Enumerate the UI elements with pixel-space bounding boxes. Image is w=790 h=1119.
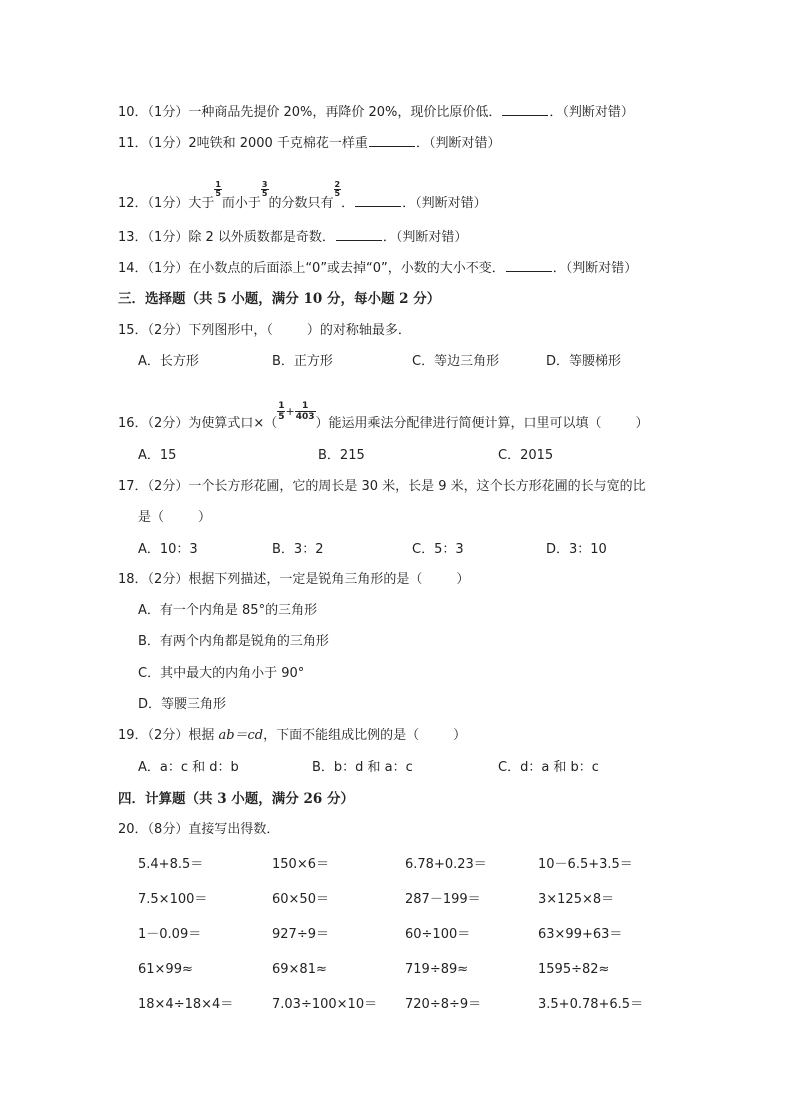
calc-item: 6.78+0.23＝ bbox=[405, 857, 487, 872]
question-text: 是（ bbox=[138, 510, 165, 525]
question-text: ，下面不能组成比例的是（ bbox=[263, 728, 420, 743]
option-c[interactable]: C．2015 bbox=[498, 448, 554, 463]
equation: ab＝cd bbox=[218, 728, 264, 743]
option-b[interactable]: B．正方形 bbox=[272, 354, 333, 369]
option-b[interactable]: B．有两个内角都是锐角的三角形 bbox=[138, 634, 329, 649]
option-a[interactable]: A．10：3 bbox=[138, 542, 198, 557]
question-text: ）能运用乘法分配律进行简便计算，口里可以填（ bbox=[315, 416, 602, 431]
question-14 bbox=[118, 259, 637, 278]
question-17-cont bbox=[138, 509, 211, 527]
fraction bbox=[295, 401, 316, 422]
option-a[interactable]: A．15 bbox=[138, 448, 177, 463]
calc-item: 10－6.5+3.5＝ bbox=[538, 857, 633, 872]
question-text: ） bbox=[198, 510, 212, 525]
numerator: 1 bbox=[215, 180, 221, 189]
question-text: ） bbox=[635, 416, 649, 431]
question-text: 17．（2分）一个长方形花圃，它的周长是 30 米，长是 9 米，这个长方形花圃的长与宽的比 bbox=[118, 479, 646, 494]
calc-item: 720÷8÷9＝ bbox=[405, 997, 482, 1012]
calc-item: 60×50＝ bbox=[272, 892, 329, 907]
answer-blank[interactable] bbox=[355, 194, 401, 207]
question-text: ） bbox=[456, 572, 470, 587]
calc-item: 60÷100＝ bbox=[405, 927, 471, 942]
calc-item: 5.4+8.5＝ bbox=[138, 857, 204, 872]
option-c[interactable]: C．其中最大的内角小于 90° bbox=[138, 666, 305, 681]
option-b[interactable]: B．3：2 bbox=[272, 542, 324, 557]
question-17 bbox=[118, 478, 646, 496]
calc-item: 287－199＝ bbox=[405, 892, 481, 907]
fraction bbox=[214, 181, 222, 198]
calc-item: 7.03÷100×10＝ bbox=[272, 997, 378, 1012]
answer-blank[interactable] bbox=[369, 134, 415, 147]
calc-item: 1595÷82≈ bbox=[538, 962, 610, 977]
question-text: ） bbox=[453, 728, 467, 743]
numerator: 1 bbox=[278, 401, 285, 411]
fraction bbox=[334, 181, 342, 198]
question-text: 12．（1分）大于 bbox=[118, 196, 215, 211]
calc-item: 3.5+0.78+6.5＝ bbox=[538, 997, 644, 1012]
question-text: 15．（2分）下列图形中，（ bbox=[118, 323, 273, 338]
question-text: 11．（1分）2吨铁和 2000 千克棉花一样重 bbox=[118, 136, 368, 151]
plus-sign: + bbox=[285, 405, 295, 418]
answer-blank[interactable] bbox=[502, 103, 548, 116]
section-heading-choice: 三．选择题（共 5 小题，满分 10 分，每小题 2 分） bbox=[118, 291, 441, 307]
question-18 bbox=[118, 571, 469, 589]
numerator: 3 bbox=[261, 180, 268, 189]
question-suffix: ．（判断对错） bbox=[552, 261, 638, 276]
option-c[interactable]: C．d：a 和 b：c bbox=[498, 760, 599, 775]
denominator: 5 bbox=[278, 412, 285, 422]
answer-blank[interactable] bbox=[506, 259, 552, 272]
option-a[interactable]: A．长方形 bbox=[138, 354, 199, 369]
question-text: 的分数只有 bbox=[268, 196, 334, 211]
numerator: 1 bbox=[295, 401, 316, 412]
option-a[interactable]: A．有一个内角是 85°的三角形 bbox=[138, 603, 318, 618]
question-12: 12．（1分）大于 $\frac{1}{5}$ 而小于 $\frac{3}{5}$ 的分数只有 $\frac{2}{5}$ ． ．（判断对错） bbox=[118, 180, 487, 211]
question-10 bbox=[118, 103, 634, 122]
calc-item: 63×99+63＝ bbox=[538, 927, 623, 942]
question-20: 20．（8分）直接写出得数． bbox=[118, 822, 280, 837]
option-d[interactable]: D．等腰三角形 bbox=[138, 697, 227, 712]
question-text: 18．（2分）根据下列描述，一定是锐角三角形的是（ bbox=[118, 572, 423, 587]
question-text: 10．（1分）一种商品先提价 20%，再降价 20%，现价比原价低． bbox=[118, 105, 502, 120]
question-11 bbox=[118, 134, 500, 153]
option-b[interactable]: B．b：d 和 a：c bbox=[312, 760, 413, 775]
question-suffix: ．（判断对错） bbox=[382, 230, 468, 245]
question-13 bbox=[118, 228, 467, 247]
answer-blank[interactable] bbox=[336, 228, 382, 241]
question-suffix: ．（判断对错） bbox=[415, 136, 501, 151]
question-text: 16．（2分）为使算式口×（ bbox=[118, 416, 278, 431]
question-text: 19．（2分）根据 bbox=[118, 728, 219, 743]
option-a[interactable]: A．a：c 和 d：b bbox=[138, 760, 239, 775]
option-d[interactable]: D．3：10 bbox=[546, 542, 607, 557]
calc-item: 1－0.09＝ bbox=[138, 927, 202, 942]
question-15 bbox=[118, 322, 411, 340]
calc-item: 7.5×100＝ bbox=[138, 892, 208, 907]
calc-item: 927÷9＝ bbox=[272, 927, 329, 942]
calc-item: 61×99≈ bbox=[138, 962, 193, 977]
denominator: 403 bbox=[295, 412, 315, 422]
calc-item: 150×6＝ bbox=[272, 857, 329, 872]
question-suffix: ．（判断对错） bbox=[402, 196, 487, 211]
calc-item: 69×81≈ bbox=[272, 962, 327, 977]
denominator: 5 bbox=[334, 189, 341, 198]
question-text: 13．（1分）除 2 以外质数都是奇数． bbox=[118, 230, 335, 245]
option-d[interactable]: D．等腰梯形 bbox=[546, 354, 622, 369]
section-heading-calc: 四．计算题（共 3 小题，满分 26 分） bbox=[118, 791, 354, 807]
calc-item: 3×125×8＝ bbox=[538, 892, 615, 907]
question-text: 14．（1分）在小数点的后面添上“0”或去掉“0”，小数的大小不变． bbox=[118, 261, 505, 276]
calc-item: 18×4÷18×4＝ bbox=[138, 997, 234, 1012]
question-suffix: ．（判断对错） bbox=[549, 105, 634, 120]
numerator: 2 bbox=[334, 180, 341, 189]
option-c[interactable]: C．等边三角形 bbox=[412, 354, 500, 369]
option-b[interactable]: B．215 bbox=[318, 448, 365, 463]
fraction bbox=[261, 181, 269, 198]
option-c[interactable]: C．5：3 bbox=[412, 542, 464, 557]
question-text: 而小于 bbox=[221, 196, 261, 211]
question-19 bbox=[118, 727, 466, 745]
denominator: 5 bbox=[261, 189, 268, 198]
calc-item: 719÷89≈ bbox=[405, 962, 469, 977]
denominator: 5 bbox=[215, 189, 221, 198]
question-16 bbox=[118, 401, 649, 434]
question-text: ）的对称轴最多． bbox=[306, 323, 411, 338]
